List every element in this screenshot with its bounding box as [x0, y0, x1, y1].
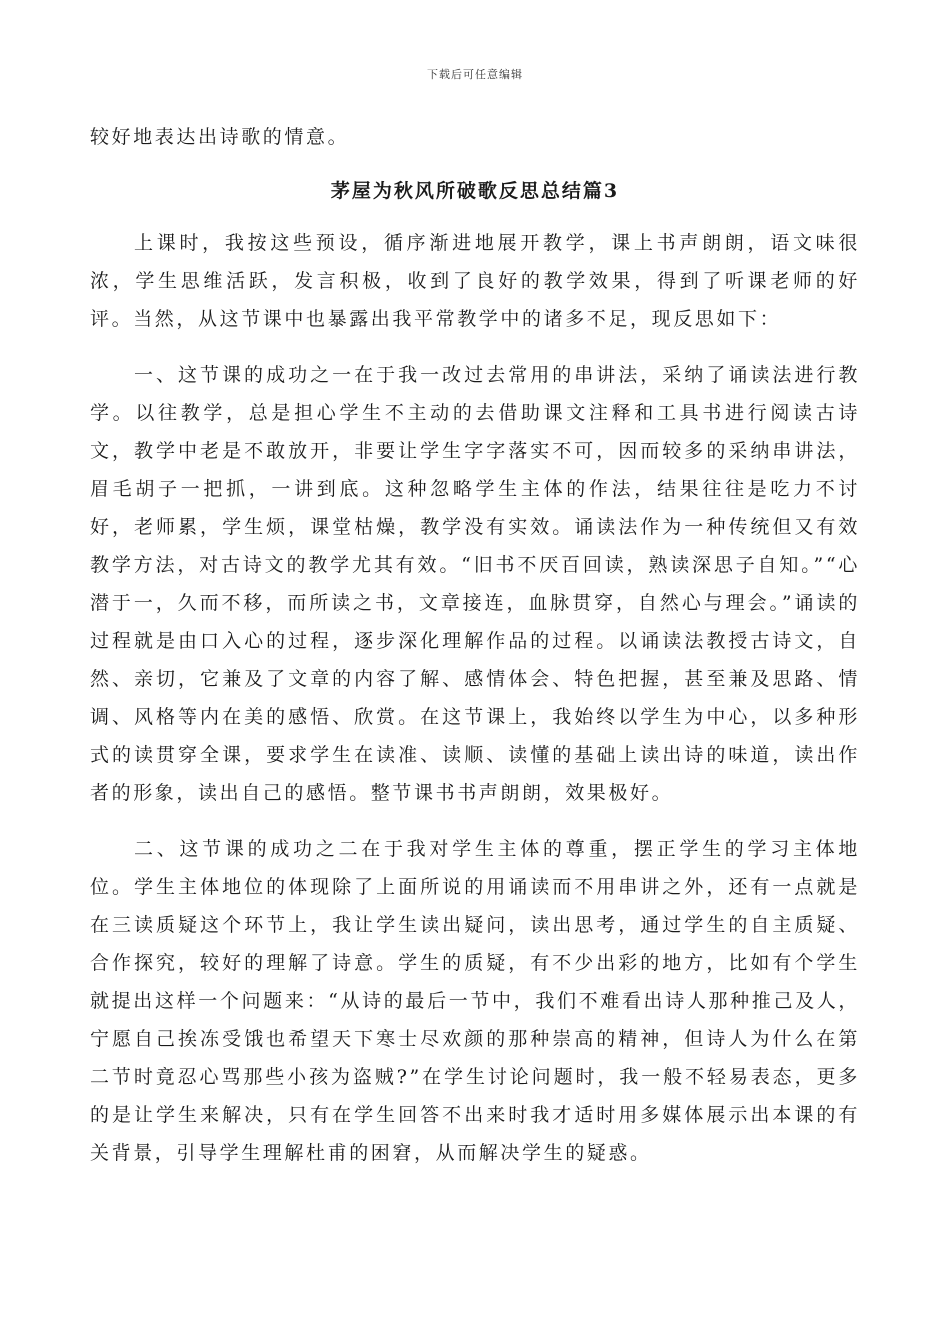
paragraph-point-two: 二、这节课的成功之二在于我对学生主体的尊重，摆正学生的学习主体地位。学生主体地位的体现除了上面所说的用诵读而不用串讲之外，还有一点就是在三读质疑这个环节上，我让学生读出疑问，读出思考，通过学生的自主质疑、合作探究，较好的理解了诗意。学生的质疑，有不少出彩的地方，比如有个学生就提出这样一个问题来：“从诗的最后一节中，我们不难看出诗人那种推己及人，宁愿自己挨冻受饿也希望天下寒士尽欢颜的那种崇高的精神，但诗人为什么在第二节时竟忍心骂那些小孩为盗贼?”在学生讨论问题时，我一般不轻易表态，更多的是让学生来解决，只有在学生回答不出来时我才适时用多媒体展示出本课的有关背景，引导学生理解杜甫的困窘，从而解决学生的疑惑。 — [90, 838, 860, 1164]
paragraph-point-one: 一、这节课的成功之一在于我一改过去常用的串讲法，采纳了诵读法进行教学。以往教学，总是担心学生不主动的去借助课文注释和工具书进行阅读古诗文，教学中老是不敢放开，非要让学生字字落实不可，因而较多的采纳串讲法，眉毛胡子一把抓，一讲到底。这种忽略学生主体的作法，结果往往是吃力不讨好，老师累，学生烦，课堂枯燥，教学没有实效。诵读法作为一种传统但又有效教学方法，对古诗文的教学尤其有效。“旧书不厌百回读，熟读深思子自知。”“心潜于一，久而不移，而所读之书，文章接连，血脉贯穿，自然心与理会。”诵读的过程就是由口入心的过程，逐步深化理解作品的过程。以诵读法教授古诗文，自然、亲切，它兼及了文章的内容了解、感情体会、特色把握，甚至兼及思路、情调、风格等内在美的感悟、欣赏。在这节课上，我始终以学生为中心，以多种形式的读贯穿全课，要求学生在读准、读顺、读懂的基础上读出诗的味道，读出作者的形象，读出自己的感悟。整节课书书声朗朗，效果极好。 — [90, 364, 860, 804]
paragraph-gap — [90, 812, 860, 830]
paragraph-gap — [90, 338, 860, 356]
header-note: 下载后可任意编辑 — [427, 68, 523, 81]
paragraph-intro: 上课时，我按这些预设，循序渐进地展开教学，课上书声朗朗，语文味很浓，学生思维活跃，发言积极，收到了良好的教学效果，得到了听课老师的好评。当然，从这节课中也暴露出我平常教学中的诸多不足，现反思如下： — [90, 232, 860, 330]
continuation-line: 较好地表达出诗歌的情意。 — [90, 126, 350, 148]
section-title: 茅屋为秋风所破歌反思总结篇3 — [330, 180, 620, 202]
document-body — [90, 118, 860, 1172]
